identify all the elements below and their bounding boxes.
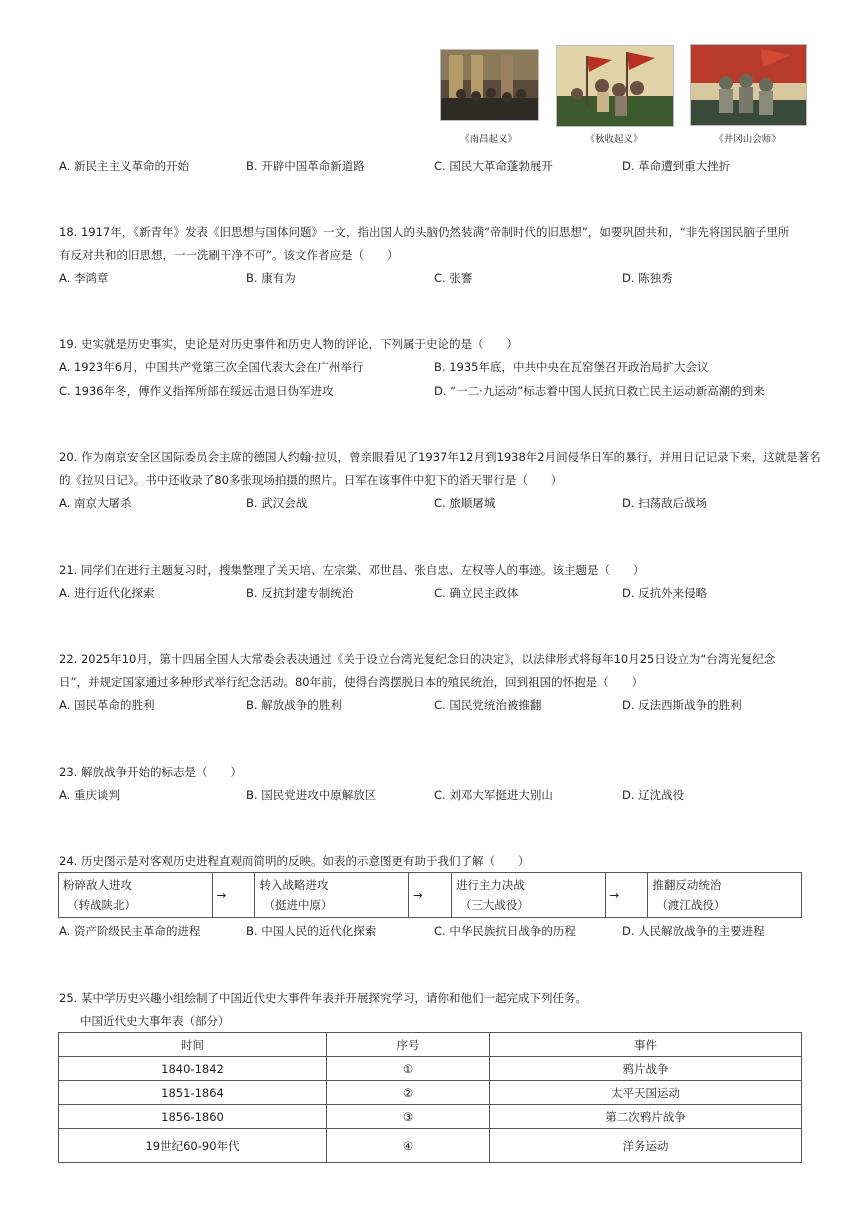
flow-step-3-sub: （三大战役） (459, 898, 529, 912)
q20-option-a[interactable]: A. 南京大屠杀 (59, 496, 132, 510)
q23-option-a[interactable]: A. 重庆谈判 (59, 788, 120, 802)
cell-number: ④ (327, 1129, 490, 1163)
q21-option-a[interactable]: A. 进行近代化探索 (59, 586, 155, 600)
q21-option-c[interactable]: C. 确立民主政体 (434, 586, 519, 600)
q21-option-b[interactable]: B. 反抗封建专制统治 (246, 586, 354, 600)
q17-option-d[interactable]: D. 革命遭到重大挫折 (622, 159, 731, 173)
q19-option-a[interactable]: A. 1923年6月，中国共产党第三次全国代表大会在广州举行 (59, 360, 364, 374)
table-row (59, 1081, 802, 1105)
q20-option-b[interactable]: B. 武汉会战 (246, 496, 308, 510)
flow-step-4-sub: （渡江战役） (656, 898, 726, 912)
q23-option-c[interactable]: C. 刘邓大军挺进大别山 (434, 788, 553, 802)
q23-option-d[interactable]: D. 辽沈战役 (622, 788, 685, 802)
cell-number: ② (327, 1081, 490, 1105)
flow-step-1-title: 粉碎敌人进攻 (63, 878, 132, 892)
col-header-time: 时间 (59, 1033, 327, 1057)
nanchang-uprising-painting (441, 50, 538, 120)
q18-option-a[interactable]: A. 李鸿章 (59, 271, 109, 285)
q22-option-a[interactable]: A. 国民革命的胜利 (59, 698, 155, 712)
table-row (59, 1057, 802, 1081)
col-header-event: 事件 (490, 1033, 802, 1057)
q18-stem-line1: 18. 1917年，《新青年》发表《旧思想与国体问题》一文，指出国人的头脑仍然装满“帝制时代的旧思想”，如要巩固共和，“非先将国民脑子里所 (59, 225, 790, 239)
q21-stem: 21. 同学们在进行主题复习时，搜集整理了关天培、左宗棠、邓世昌、张自忠、左权等人的事迹。该主题是（ ） (59, 563, 645, 577)
q24-option-a[interactable]: A. 资产阶级民主革命的进程 (59, 924, 201, 938)
q22-stem-line1: 22. 2025年10月，第十四届全国人大常委会表决通过《关于设立台湾光复纪念日的决定》，以法律形式将每年10月25日设立为“台湾光复纪念 (59, 652, 776, 666)
cell-time: 19世纪60-90年代 (59, 1129, 327, 1163)
cell-time: 1840-1842 (59, 1057, 327, 1081)
flow-step-2-title: 转入战略进攻 (259, 878, 329, 892)
flow-step-1-sub: （转战陕北） (67, 898, 136, 912)
cell-event: 第二次鸦片战争 (490, 1105, 802, 1129)
q18-option-b[interactable]: B. 康有为 (246, 271, 296, 285)
q17-option-b[interactable]: B. 开辟中国革命新道路 (246, 159, 365, 173)
autumn-harvest-uprising-image (556, 45, 674, 127)
jinggangshan-meeting-image (690, 44, 807, 126)
q18-stem-line2: 有反对共和的旧思想，一一洗刷干净不可”。该文作者应是（ ） (59, 248, 399, 262)
q18-option-c[interactable]: C. 张謇 (434, 271, 473, 285)
q23-stem: 23. 解放战争开始的标志是（ ） (59, 765, 242, 779)
q24-stem: 24. 历史图示是对客观历史进程直观而简明的反映。如表的示意图更有助于我们了解（ ） (59, 854, 530, 868)
flow-step-3 (451, 873, 605, 918)
table-row (59, 1129, 802, 1163)
q22-option-c[interactable]: C. 国民党统治被推翻 (434, 698, 542, 712)
q19-option-b[interactable]: B. 1935年底，中共中央在瓦窑堡召开政治局扩大会议 (434, 360, 709, 374)
flow-arrow-2: → (409, 873, 452, 918)
q25-table-title: 中国近代史大事年表（部分） (80, 1014, 230, 1028)
flow-arrow-3: → (605, 873, 648, 918)
q21-option-d[interactable]: D. 反抗外来侵略 (622, 586, 708, 600)
flow-step-2 (255, 873, 409, 918)
flow-step-4 (648, 873, 802, 918)
col-header-number: 序号 (327, 1033, 490, 1057)
q20-option-d[interactable]: D. 扫荡敌后战场 (622, 496, 708, 510)
flow-step-3-title: 进行主力决战 (455, 878, 525, 892)
q20-stem-line2: 的《拉贝日记》。书中还收录了80多张现场拍摄的照片。日军在该事件中犯下的滔天罪行是（ ） (59, 473, 563, 487)
q22-option-b[interactable]: B. 解放战争的胜利 (246, 698, 342, 712)
nanchang-uprising-image (440, 49, 539, 121)
q23-option-b[interactable]: B. 国民党进攻中原解放区 (246, 788, 377, 802)
q19-option-d[interactable]: D. “一二·九运动”标志着中国人民抗日救亡民主运动新高潮的到来 (434, 384, 765, 398)
q17-option-a[interactable]: A. 新民主主义革命的开始 (59, 159, 189, 173)
table-row (59, 1105, 802, 1129)
image-caption-1: 《南昌起义》 (459, 134, 517, 145)
cell-number: ① (327, 1057, 490, 1081)
flow-step-1 (59, 873, 213, 918)
cell-number: ③ (327, 1105, 490, 1129)
q19-option-c[interactable]: C. 1936年冬，傅作义指挥所部在绥远击退日伪军进攻 (59, 384, 334, 398)
q18-option-d[interactable]: D. 陈独秀 (622, 271, 673, 285)
cell-time: 1856-1860 (59, 1105, 327, 1129)
q25-events-table (58, 1032, 802, 1163)
q20-stem-line1: 20. 作为南京安全区国际委员会主席的德国人约翰·拉贝，曾亲眼看见了1937年12月到1938年2月间侵华日军的暴行，并用日记记录下来，这就是著名 (59, 450, 821, 464)
q25-stem: 25. 某中学历史兴趣小组绘制了中国近代史大事件年表并开展探究学习，请你和他们一起完成下列任务。 (59, 991, 587, 1005)
q19-stem: 19. 史实就是历史事实，史论是对历史事件和历史人物的评论，下列属于史论的是（ ） (59, 337, 518, 351)
image-caption-2: 《秋收起义》 (585, 134, 643, 145)
q24-option-c[interactable]: C. 中华民族抗日战争的历程 (434, 924, 576, 938)
autumn-harvest-uprising-painting (557, 46, 673, 126)
q20-option-c[interactable]: C. 旅顺屠城 (434, 496, 496, 510)
q22-option-d[interactable]: D. 反法西斯战争的胜利 (622, 698, 742, 712)
q24-option-d[interactable]: D. 人民解放战争的主要进程 (622, 924, 765, 938)
flow-arrow-1: → (212, 873, 255, 918)
flow-step-2-sub: （挺进中原） (263, 898, 333, 912)
image-caption-3: 《井冈山会师》 (714, 134, 781, 145)
cell-event: 洋务运动 (490, 1129, 802, 1163)
jinggangshan-meeting-painting (691, 45, 806, 125)
cell-time: 1851-1864 (59, 1081, 327, 1105)
cell-event: 鸦片战争 (490, 1057, 802, 1081)
cell-event: 太平天国运动 (490, 1081, 802, 1105)
q17-option-c[interactable]: C. 国民大革命蓬勃展开 (434, 159, 553, 173)
q24-option-b[interactable]: B. 中国人民的近代化探索 (246, 924, 377, 938)
q22-stem-line2: 日”，并规定国家通过多种形式举行纪念活动。80年前，使得台湾摆脱日本的殖民统治，回到祖国的怀抱是（ ） (59, 675, 644, 689)
flow-step-4-title: 推翻反动统治 (652, 878, 722, 892)
q24-flow-diagram (58, 872, 802, 918)
